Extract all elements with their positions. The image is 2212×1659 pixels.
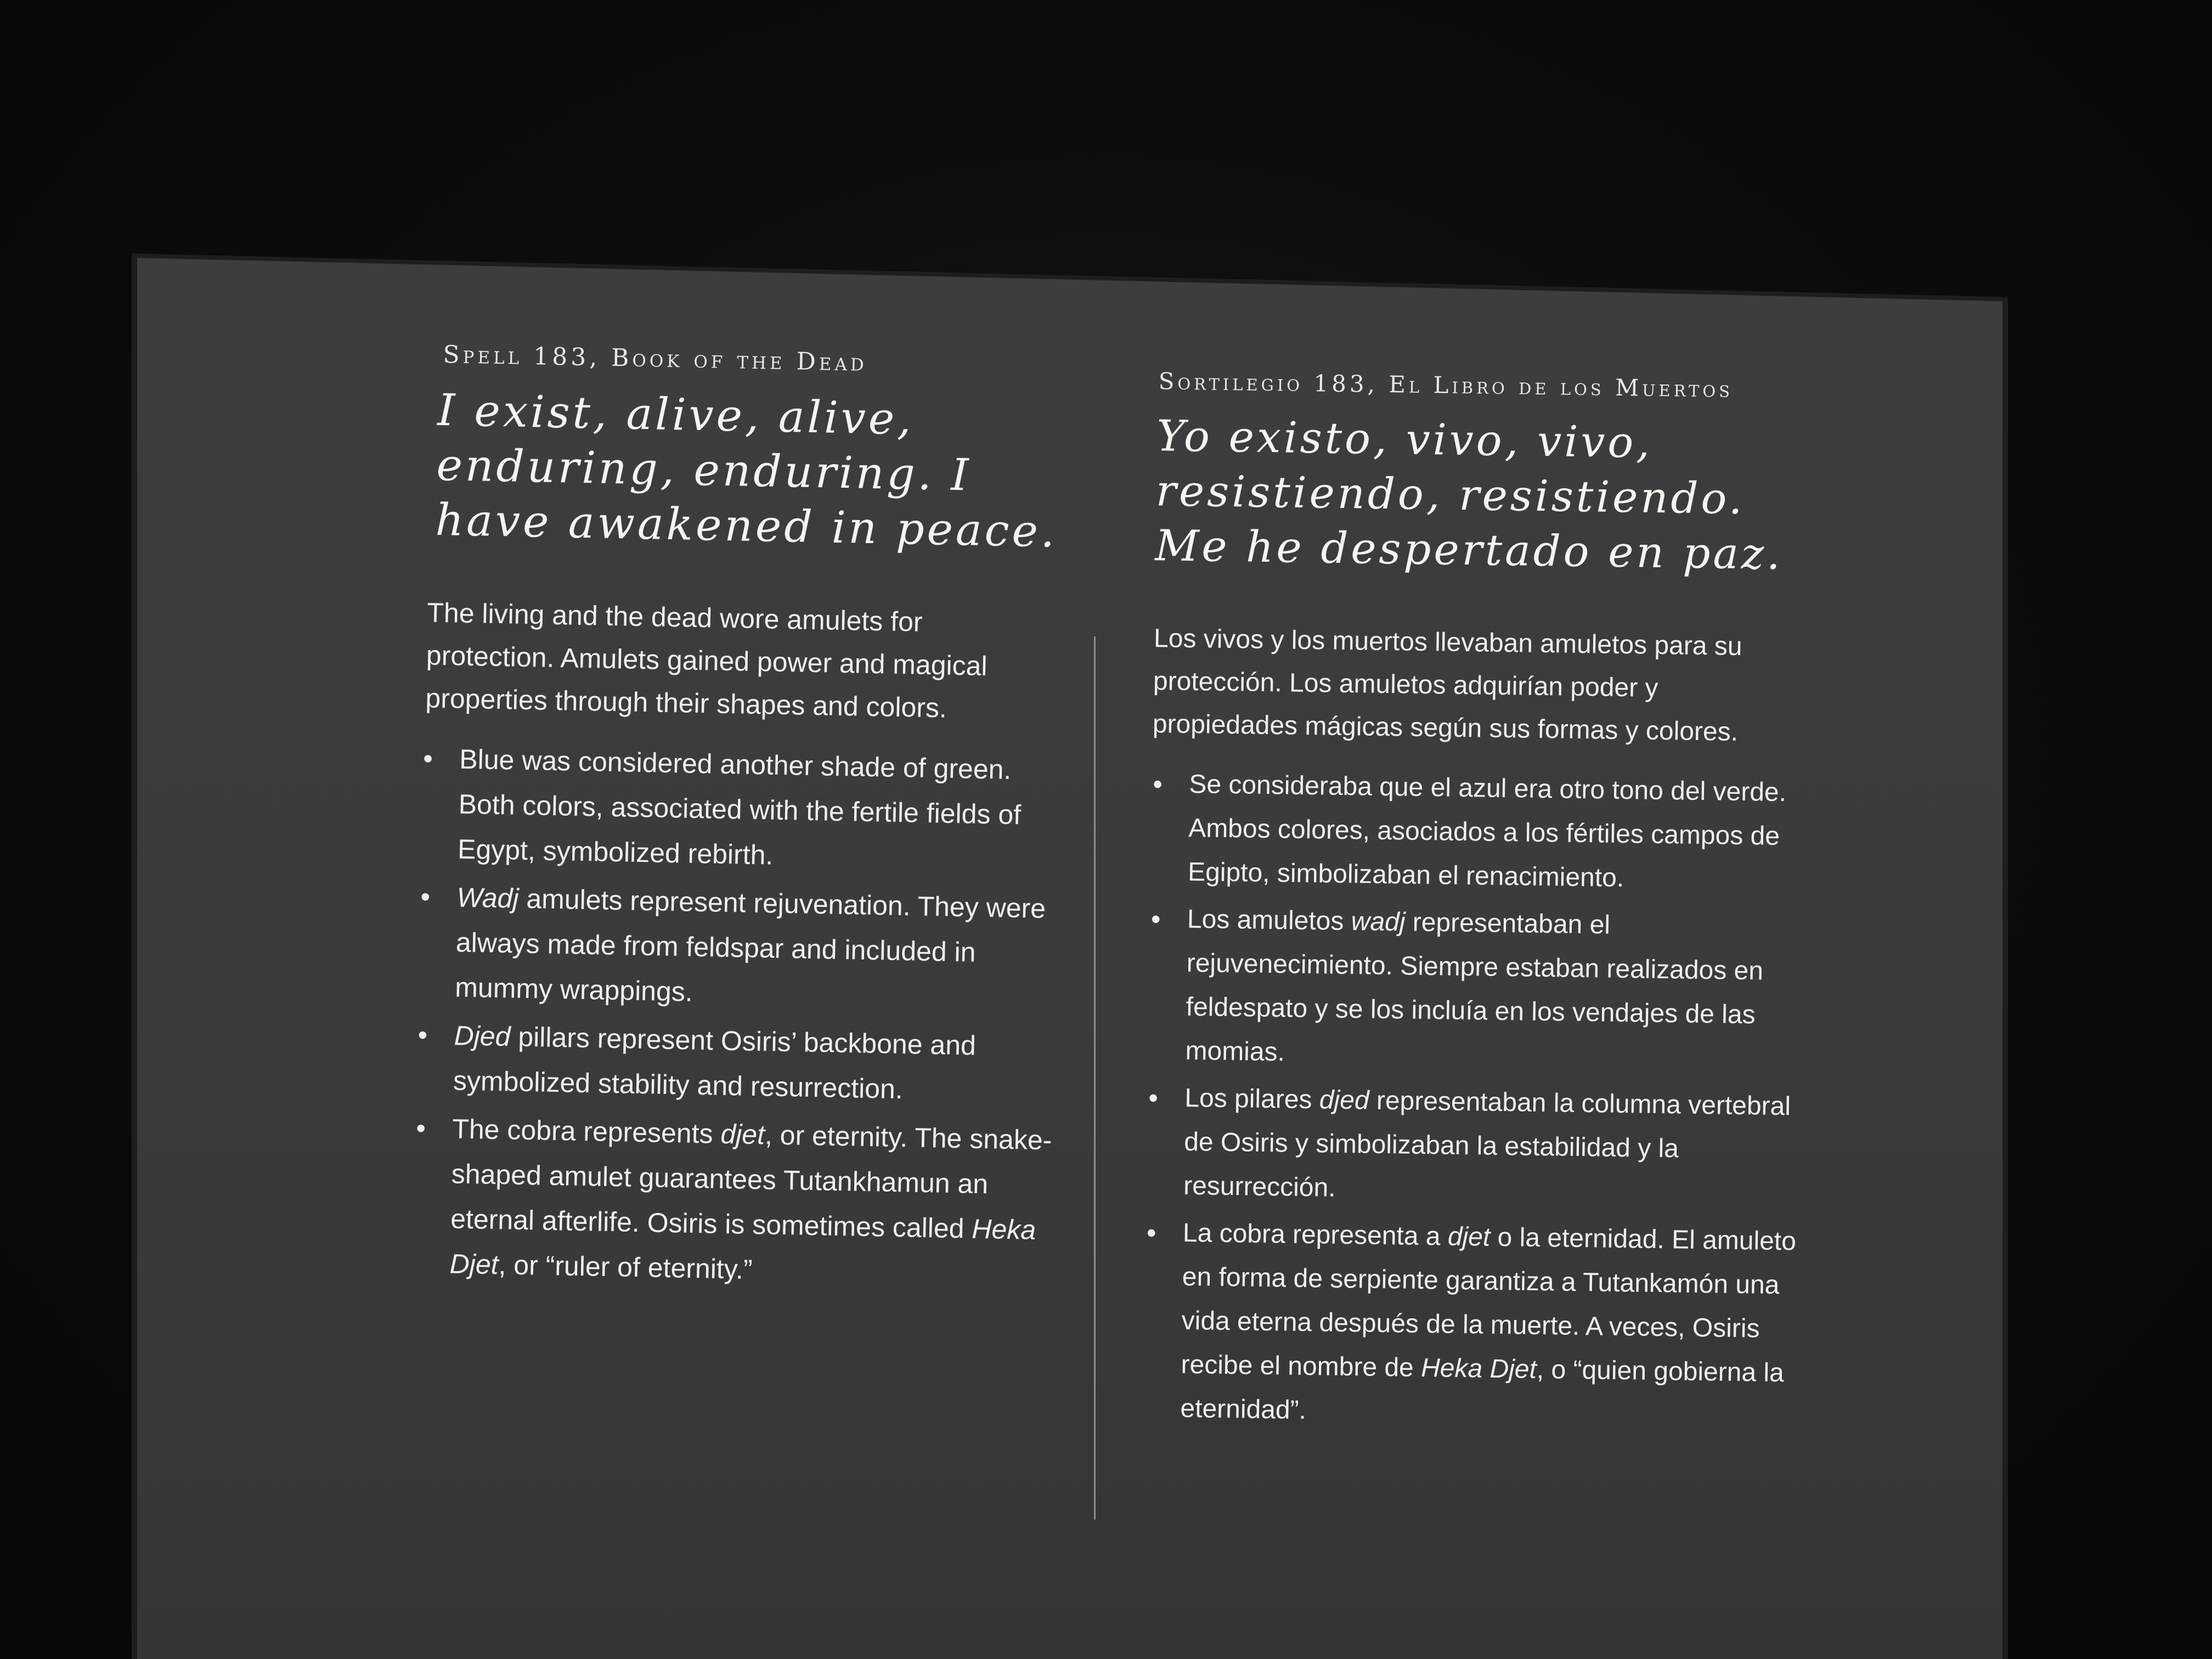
english-bullet-emphasis: Djed <box>454 1020 511 1052</box>
english-kicker: Spell 183, Book of the Dead <box>443 340 868 377</box>
spanish-bullet-list <box>1137 762 1816 1440</box>
spanish-bullet-text: Los amuletos <box>1187 904 1352 936</box>
spanish-quote <box>1155 409 1821 583</box>
english-bullet-emphasis: Wadj <box>456 882 520 914</box>
bullet-icon: • <box>1150 904 1161 935</box>
bullet-icon: • <box>422 743 433 774</box>
column-divider <box>1094 636 1096 1520</box>
bullet-icon: • <box>1146 1217 1156 1249</box>
spanish-bullet-text: representaban la columna vertebral de Osiris y simbolizaban la estabilidad y la resurrección. <box>1183 1086 1791 1203</box>
spanish-intro: Los vivos y los muertos llevaban amuletos para su protección. Los amuletos adquirían poder y propiedades mágicas según sus formas y colores. <box>1152 624 1742 747</box>
spanish-bullet-text: Se consideraba que el azul era otro tono del verde. Ambos colores, asociados a los fértiles campos de Egipto, simbolizaban el renacimiento. <box>1187 770 1787 893</box>
spanish-bullet-emphasis: wadj <box>1351 907 1406 937</box>
spanish-bullet-emphasis: Heka Djet <box>1420 1353 1537 1384</box>
english-bullet-list <box>399 736 1095 1299</box>
english-bullet-text: pillars represent Osiris’ backbone and symbolized stability and resurrection. <box>453 1021 977 1105</box>
spanish-bullet-emphasis: djed <box>1319 1085 1369 1115</box>
english-column <box>399 340 1103 1302</box>
spanish-bullet-text: La cobra representa a <box>1182 1218 1448 1251</box>
bullet-icon: • <box>1153 769 1163 800</box>
spanish-bullet-item <box>1148 762 1804 903</box>
english-bullet-text: The cobra represents <box>452 1113 721 1149</box>
english-quote <box>435 383 1102 560</box>
english-bullet-item <box>413 1012 1063 1115</box>
spanish-bullet-item <box>1146 897 1802 1082</box>
english-bullet-item <box>410 1105 1062 1298</box>
english-quote-line: have awakened in peace. <box>435 494 1058 557</box>
spanish-quote-line: resistiendo, resistiendo. <box>1155 466 1746 524</box>
bullet-icon: • <box>417 1019 428 1051</box>
bullet-icon: • <box>415 1113 426 1144</box>
spanish-bullet-text: Los pilares <box>1184 1083 1320 1115</box>
english-quote-line: enduring, enduring. I <box>436 439 972 501</box>
spanish-kicker: Sortilegio 183, El Libro de los Muertos <box>1158 368 1734 403</box>
english-bullet-item <box>415 874 1066 1022</box>
spanish-bullet-item <box>1144 1076 1799 1217</box>
english-intro: The living and the dead wore amulets for protection. Amulets gained power and magical properties through their shapes and colors. <box>425 597 988 724</box>
english-bullet-text: , or “ruler of eternity.” <box>498 1249 753 1285</box>
spanish-bullet-emphasis: djet <box>1447 1222 1491 1252</box>
spanish-bullet-text: o la eternidad. El amuleto en forma de serpiente garantiza a Tutankamón una vida eterna después de la muerte. A veces, Osiris recibe el nombre de <box>1181 1222 1797 1383</box>
spanish-column <box>1137 368 1821 1443</box>
english-quote-line: I exist, alive, alive, <box>437 384 915 445</box>
english-bullet-text: Blue was considered another shade of green. Both colors, associated with the fertile fields of Egypt, symbolized rebirth. <box>457 743 1022 871</box>
spanish-quote-line: Me he despertado en paz. <box>1154 521 1784 580</box>
bullet-icon: • <box>420 881 431 912</box>
bullet-icon: • <box>1148 1082 1159 1114</box>
spanish-quote-line: Yo existo, vivo, vivo, <box>1156 411 1653 468</box>
english-bullet-text: amulets represent rejuvenation. They were always made from feldspar and included in mummy wrappings. <box>454 883 1046 1007</box>
english-bullet-emphasis: djet <box>720 1118 765 1150</box>
english-bullet-item <box>417 736 1069 883</box>
english-bullet-text: , or eternity. The snake-shaped amulet guarantees Tutankhamun an eternal afterlife. Osiris is sometimes called <box>450 1119 1052 1244</box>
spanish-bullet-text: , o “quien gobierna la eternidad”. <box>1180 1355 1785 1425</box>
spanish-bullet-item <box>1141 1211 1797 1440</box>
english-bullet-emphasis: Heka Djet <box>449 1213 1036 1280</box>
spanish-bullet-text: representaban el rejuvenecimiento. Siempre estaban realizados en feldespato y se los incluía en los vendajes de las momias. <box>1185 907 1764 1067</box>
